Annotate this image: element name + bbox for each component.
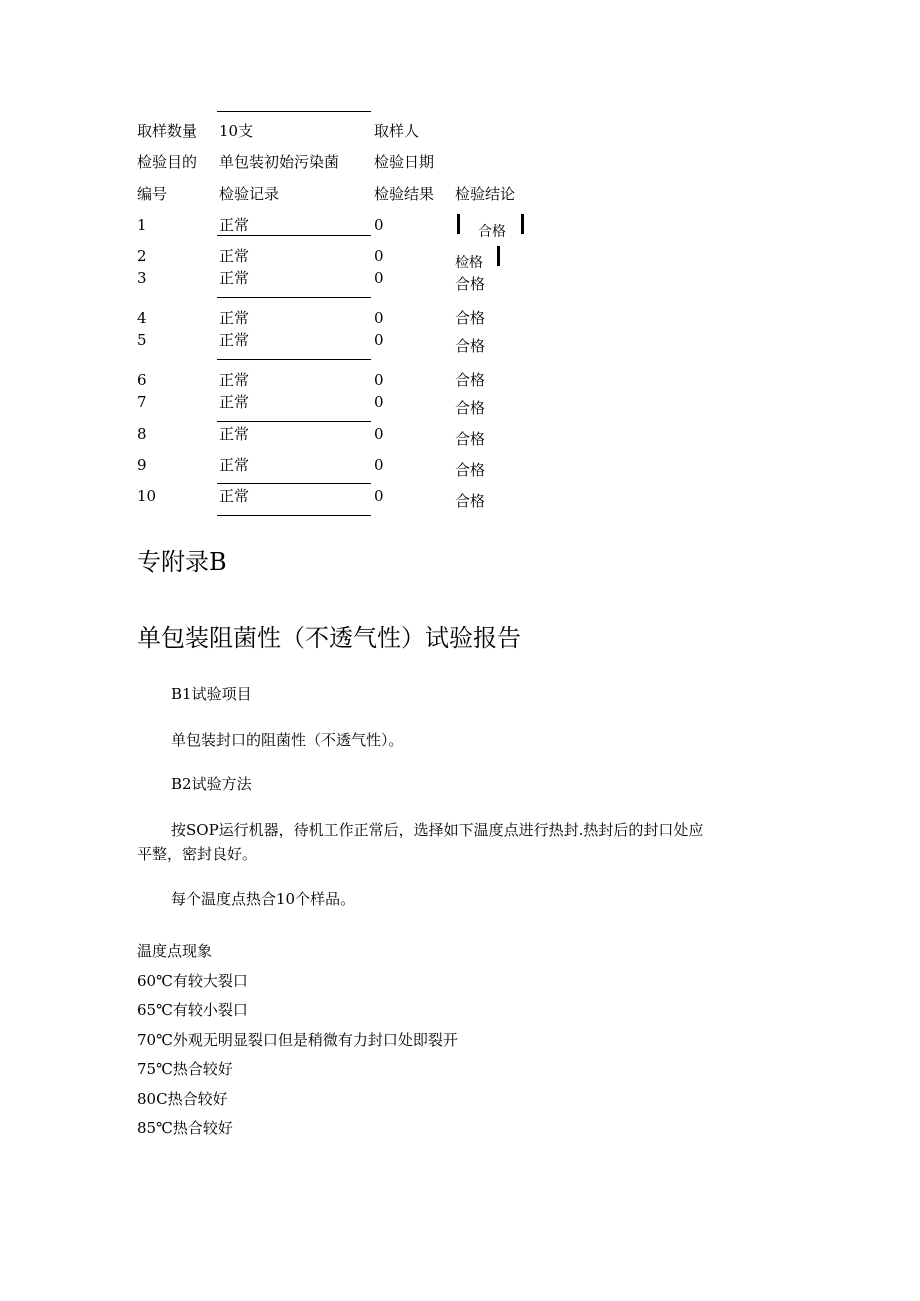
row-result: 0 — [374, 393, 384, 411]
row-conclusion: 合格 — [455, 275, 486, 293]
row-result: 0 — [374, 456, 384, 474]
row-result: 0 — [374, 309, 384, 327]
b1-heading: B1试验项目 — [171, 685, 252, 703]
row-record: 正常 — [219, 216, 250, 234]
row-number: 8 — [137, 425, 147, 443]
col-header-number: 编号 — [137, 185, 168, 203]
row-result: 0 — [374, 269, 384, 287]
sampler-label: 取样人 — [374, 122, 420, 140]
b2-text-line1: 按SOP运行机器，待机工作正常后，选择如下温度点进行热封.热封后的封口处应 — [171, 821, 704, 839]
row-number: 2 — [137, 247, 147, 265]
col-header-record: 检验记录 — [219, 185, 280, 203]
row-record: 正常 — [219, 247, 250, 265]
row-rule — [217, 359, 371, 360]
row-conclusion: 合格 — [455, 337, 486, 355]
row-conclusion: 合格 — [478, 224, 506, 240]
row-result: 0 — [374, 331, 384, 349]
row-record: 正常 — [219, 456, 250, 474]
row-record: 正常 — [219, 487, 250, 505]
row-conclusion: 合格 — [455, 309, 486, 327]
appendix-label: 专附录B — [137, 548, 227, 576]
row-number: 9 — [137, 456, 147, 474]
temp-item: 65℃有较小裂口 — [137, 1001, 248, 1019]
sample-count-value: 10支 — [219, 122, 254, 140]
row-number: 5 — [137, 331, 147, 349]
row-conclusion: 检格 — [455, 255, 483, 271]
b1-text: 单包装封口的阻菌性（不透气性）。 — [171, 731, 404, 749]
row-number: 6 — [137, 371, 147, 389]
row-number: 4 — [137, 309, 147, 327]
table-bottom-rule — [217, 515, 371, 516]
row-record: 正常 — [219, 393, 250, 411]
row-result: 0 — [374, 487, 384, 505]
purpose-label: 检验目的 — [137, 153, 198, 171]
row-record: 正常 — [219, 371, 250, 389]
temp-heading: 温度点现象 — [137, 942, 213, 960]
row-result: 0 — [374, 247, 384, 265]
col-header-result: 检验结果 — [374, 185, 435, 203]
text-cursor-icon — [457, 214, 460, 234]
row-conclusion: 合格 — [455, 399, 486, 417]
text-cursor-icon — [521, 214, 524, 234]
row-result: 0 — [374, 371, 384, 389]
row-rule — [217, 483, 371, 484]
row-record: 正常 — [219, 309, 250, 327]
row-number: 3 — [137, 269, 147, 287]
row-result: 0 — [374, 425, 384, 443]
row-conclusion: 合格 — [455, 430, 486, 448]
temp-item: 80C热合较好 — [137, 1090, 228, 1108]
temp-item: 85℃热合较好 — [137, 1119, 233, 1137]
temp-item: 70℃外观无明显裂口但是稍微有力封口处即裂开 — [137, 1031, 458, 1049]
row-rule — [217, 297, 371, 298]
row-rule — [217, 421, 371, 422]
row-number: 1 — [137, 216, 147, 234]
col-header-conclusion: 检验结论 — [455, 185, 516, 203]
row-record: 正常 — [219, 269, 250, 287]
row-conclusion: 合格 — [455, 461, 486, 479]
b2-text-line2: 平整，密封良好。 — [137, 845, 258, 863]
row-number: 10 — [137, 487, 157, 505]
sample-count-label: 取样数量 — [137, 122, 198, 140]
inspection-date-label: 检验日期 — [374, 153, 435, 171]
row-rule — [217, 235, 371, 236]
temp-item: 60℃有较大裂口 — [137, 972, 248, 990]
row-record: 正常 — [219, 425, 250, 443]
sample-text: 每个温度点热合10个样品。 — [171, 890, 356, 908]
b2-heading: B2试验方法 — [171, 775, 252, 793]
purpose-value: 单包装初始污染菌 — [219, 153, 340, 171]
row-record: 正常 — [219, 331, 250, 349]
table-top-rule — [217, 111, 371, 112]
row-conclusion: 合格 — [455, 371, 486, 389]
row-conclusion: 合格 — [455, 492, 486, 510]
report-title: 单包装阻菌性（不透气性）试验报告 — [137, 624, 521, 652]
row-result: 0 — [374, 216, 384, 234]
temp-item: 75℃热合较好 — [137, 1060, 233, 1078]
row-number: 7 — [137, 393, 147, 411]
text-cursor-icon — [497, 246, 500, 266]
